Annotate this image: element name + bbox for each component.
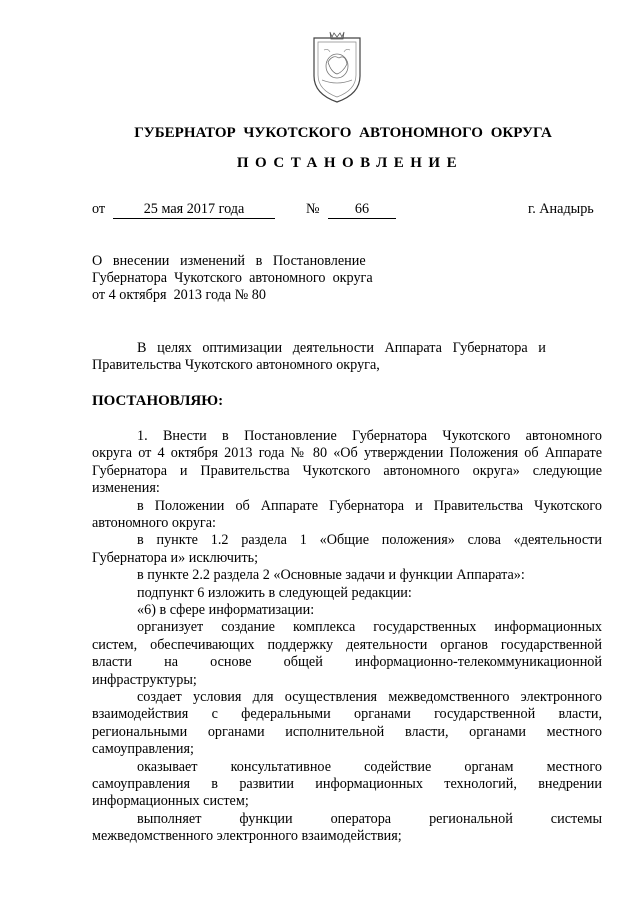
document-number: 66 bbox=[328, 201, 396, 219]
body-line: в пункте 2.2 раздела 2 «Основные задачи и функции Аппарата»: bbox=[137, 567, 525, 584]
body-line: систем, обеспечивающих поддержку деятельности органов государственной bbox=[92, 636, 602, 653]
body-line: информационных систем; bbox=[92, 793, 249, 810]
subject-line: Губернатора Чукотского автономного округа bbox=[92, 270, 373, 286]
body-line: самоуправления в развитии информационных технологий, внедрении bbox=[92, 776, 602, 792]
preamble-line: Правительства Чукотского автономного округа, bbox=[92, 357, 380, 373]
body-line: округа от 4 октября 2013 года № 80 «Об утверждении Положения об Аппарате bbox=[92, 445, 602, 462]
number-label: № bbox=[306, 201, 320, 217]
body-line: в Положении об Аппарате Губернатора и Правительства Чукотского bbox=[137, 497, 602, 514]
body-line: выполняет функции оператора региональной системы bbox=[137, 810, 602, 827]
preamble-line: В целях оптимизации деятельности Аппарата Губернатора и bbox=[137, 340, 546, 356]
resolve-heading: ПОСТАНОВЛЯЮ: bbox=[92, 393, 224, 409]
coat-of-arms-emblem bbox=[300, 28, 374, 106]
body-line: инфраструктуры; bbox=[92, 671, 197, 688]
body-line: Губернатора и» исключить; bbox=[92, 549, 259, 566]
body-line: изменения: bbox=[92, 480, 160, 497]
body-line: Губернатора и Правительства Чукотского автономного округа» следующие bbox=[92, 462, 602, 479]
governor-title: ГУБЕРНАТОР ЧУКОТСКОГО АВТОНОМНОГО ОКРУГА bbox=[134, 125, 552, 141]
subject-line: от 4 октября 2013 года № 80 bbox=[92, 287, 266, 303]
body-line: 1. Внести в Постановление Губернатора Чукотского автономного bbox=[137, 428, 602, 444]
from-label: от bbox=[92, 201, 106, 217]
body-line: региональными органами исполнительной власти, органами местного bbox=[92, 723, 602, 740]
body-line: власти на основе общей информационно-телекоммуникационной bbox=[92, 654, 602, 671]
city-name: г. Анадырь bbox=[528, 201, 594, 217]
body-line: межведомственного электронного взаимодействия; bbox=[92, 828, 402, 845]
body-line: оказывает консультативное содействие органам местного bbox=[137, 758, 602, 775]
document-type-title: ПОСТАНОВЛЕНИЕ bbox=[236, 155, 464, 171]
body-line: организует создание комплекса государственных информационных bbox=[137, 619, 602, 636]
body-line: взаимодействия с федеральными органами государственной власти, bbox=[92, 706, 602, 723]
body-line: в пункте 1.2 раздела 1 «Общие положения» слова «деятельности bbox=[137, 532, 602, 549]
subject-line: О внесении изменений в Постановление bbox=[92, 253, 366, 269]
body-line: самоуправления; bbox=[92, 741, 194, 758]
body-line: «6) в сфере информатизации: bbox=[137, 602, 315, 618]
body-line: автономного округа: bbox=[92, 515, 216, 531]
body-line: подпункт 6 изложить в следующей редакции: bbox=[137, 584, 412, 601]
document-date: 25 мая 2017 года bbox=[113, 201, 275, 219]
body-line: создает условия для осуществления межведомственного электронного bbox=[137, 689, 602, 705]
